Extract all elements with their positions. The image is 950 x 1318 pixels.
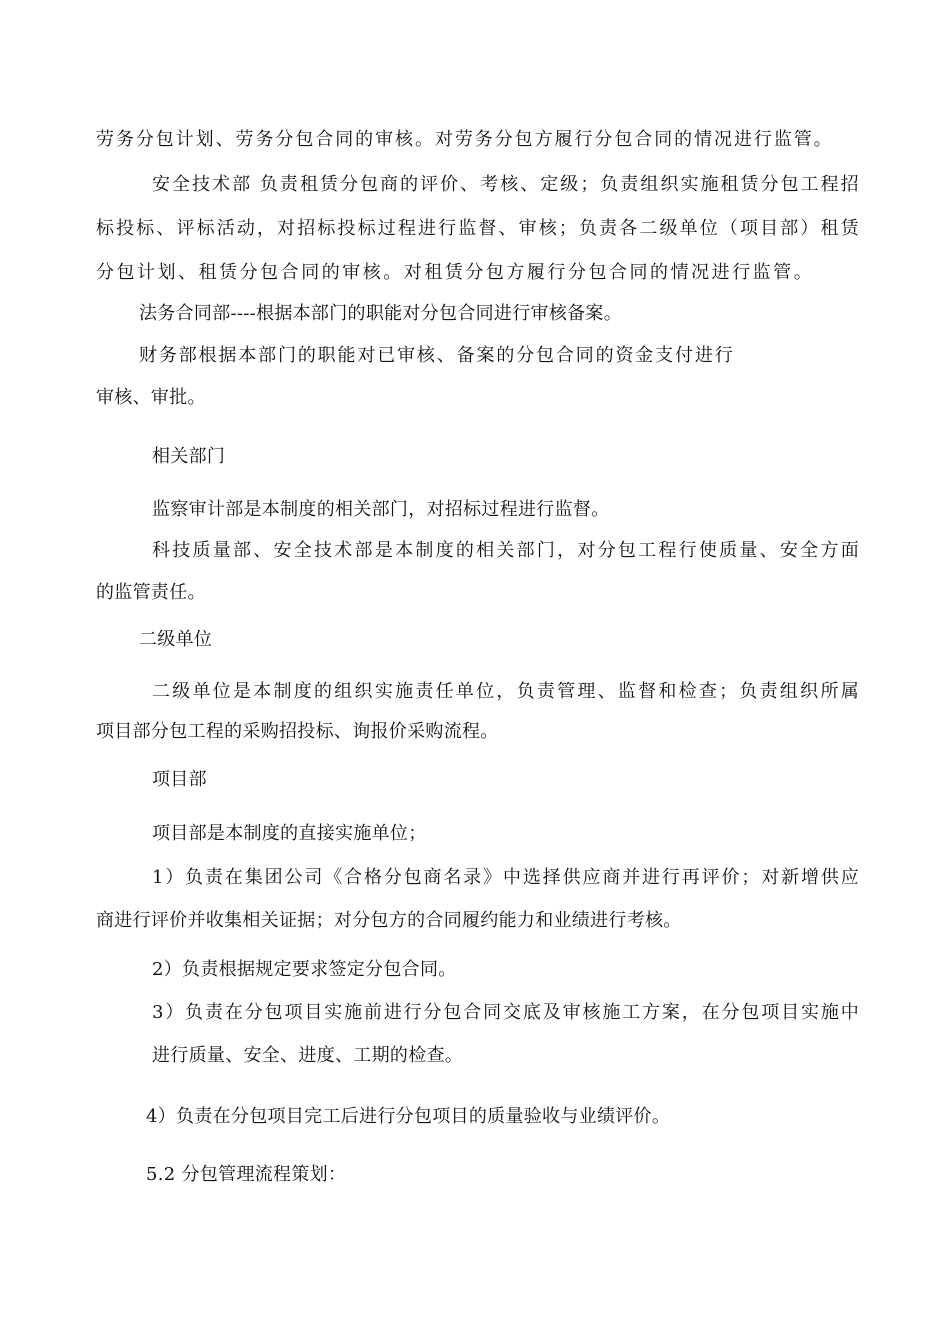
section-heading: 二级单位: [139, 629, 213, 650]
list-item-line: 商进行评价并收集相关证据；对分包方的合同履约能力和业绩进行考核。: [96, 910, 682, 931]
paragraph-line: 的监管责任。: [96, 582, 206, 603]
paragraph-line: 劳务分包计划、劳务分包合同的审核。对劳务分包方履行分包合同的情况进行监管。: [96, 129, 832, 150]
paragraph-line: 安全技术部 负责租赁分包商的评价、考核、定级；负责组织实施租赁分包工程招: [152, 174, 859, 195]
paragraph-line: 财务部根据本部门的职能对已审核、备案的分包合同的资金支付进行: [139, 345, 733, 366]
paragraph-line: 科技质量部、安全技术部是本制度的相关部门，对分包工程行使质量、安全方面: [152, 540, 859, 561]
section-heading: 项目部: [152, 769, 207, 790]
list-item-line: 进行质量、安全、进度、工期的检查。: [152, 1045, 464, 1066]
list-item-line: 1）负责在集团公司《合格分包商名录》中选择供应商并进行再评价；对新增供应: [152, 867, 859, 888]
paragraph-line: 标投标、评标活动，对招标投标过程进行监督、审核；负责各二级单位（项目部）租赁: [96, 218, 859, 239]
paragraph-line: 项目部是本制度的直接实施单位；: [152, 823, 427, 844]
list-item-line: 4）负责在分包项目完工后进行分包项目的质量验收与业绩评价。: [146, 1106, 671, 1127]
list-item-line: 3）负责在分包项目实施前进行分包合同交底及审核施工方案，在分包项目实施中: [152, 1002, 859, 1023]
list-item-line: 2）负责根据规定要求签定分包合同。: [152, 959, 457, 980]
paragraph-line: 项目部分包工程的采购招投标、询报价采购流程。: [96, 721, 499, 742]
paragraph-line: 监察审计部是本制度的相关部门，对招标过程进行监督。: [152, 499, 610, 520]
section-heading: 5.2 分包管理流程策划：: [146, 1164, 347, 1185]
section-heading: 相关部门: [152, 446, 226, 467]
paragraph-line: 审核、审批。: [96, 387, 206, 408]
paragraph-line: 法务合同部----根据本部门的职能对分包合同进行审核备案。: [139, 303, 623, 324]
paragraph-line: 分包计划、租赁分包合同的审核。对租赁分包方履行分包合同的情况进行监管。: [96, 262, 812, 283]
paragraph-line: 二级单位是本制度的组织实施责任单位，负责管理、监督和检查；负责组织所属: [152, 681, 859, 702]
